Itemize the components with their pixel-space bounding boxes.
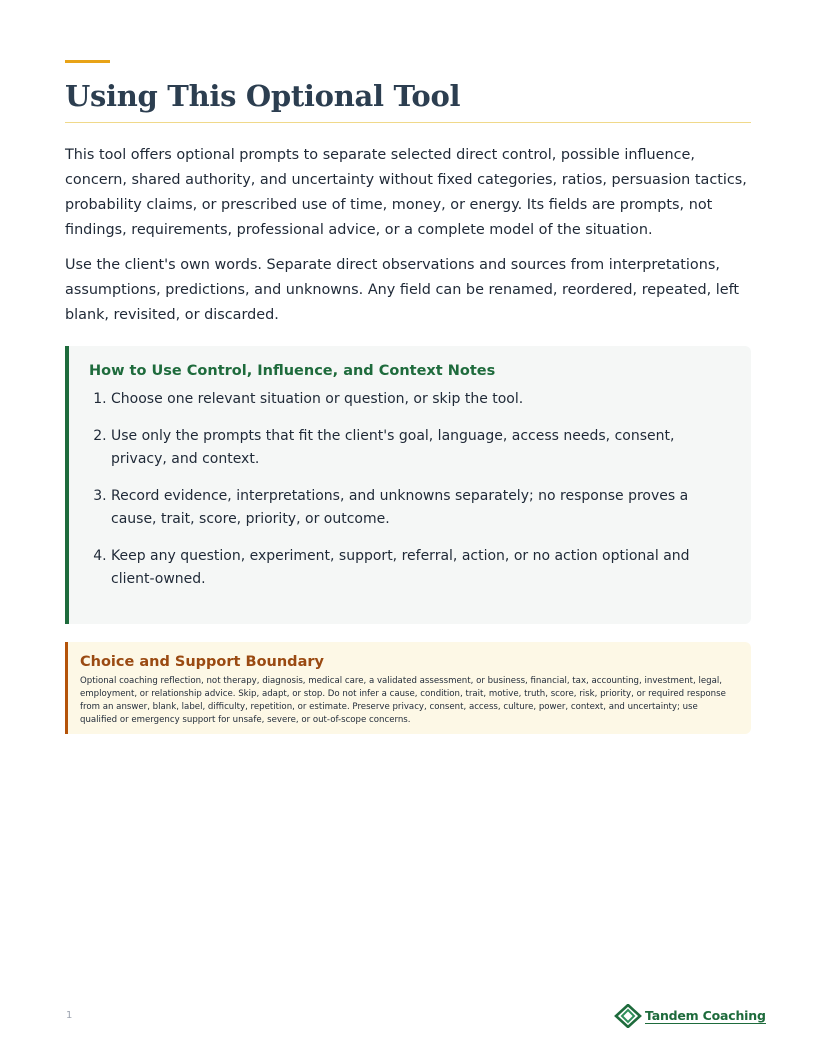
boundary-callout (65, 642, 751, 734)
intro-paragraph: Use the client's own words. Separate direct observations and sources from interpretations, assumptions, predictions, and unknowns. Any field can be renamed, reordered, repeated, left blank, revisited, or discarded. (65, 257, 740, 323)
boundary-text: Optional coaching reflection, not therapy, diagnosis, medical care, a validated assessment, or business, financial, tax, accounting, investment, legal, employment, or relationship advice. Skip, adapt, or stop. Do not infer a cause, condition, trait, motive, truth, score, risk, priority, or required response from an answer, blank, label, difficulty, repetition, or estimate. Preserve privacy, consent, access, culture, power, context, and uncertainty; use qualified or emergency support for unsafe, severe, or out-of-scope concerns. (80, 676, 726, 725)
page-title: Using This Optional Tool (65, 79, 461, 113)
title-divider (65, 122, 751, 123)
how-to-steps-list (89, 388, 729, 591)
title-accent-bar (65, 60, 110, 63)
brand-name: Tandem Coaching (645, 1008, 766, 1023)
how-to-step: 4. Keep any question, experiment, support, referral, action, or no action optional and client-owned. (111, 545, 729, 591)
diamond-logo-icon (614, 1004, 642, 1028)
intro-section (65, 143, 755, 338)
how-to-step: 3. Record evidence, interpretations, and unknowns separately; no response proves a cause, trait, score, priority, or outcome. (111, 485, 729, 531)
how-to-step: 1. Choose one relevant situation or question, or skip the tool. (111, 388, 729, 411)
intro-paragraph: This tool offers optional prompts to separate selected direct control, possible influence, concern, shared authority, and uncertainty without fixed categories, ratios, persuasion tactics, probability claims, or prescribed use of time, money, or energy. Its fields are prompts, not findings, requirements, professional advice, or a complete model of the situation. (65, 147, 747, 238)
how-to-step: 2. Use only the prompts that fit the client's goal, language, access needs, consent, privacy, and context. (111, 425, 729, 471)
how-to-heading: How to Use Control, Influence, and Context Notes (89, 363, 496, 379)
how-to-callout (65, 346, 751, 624)
page-number: 1 (66, 1010, 73, 1021)
boundary-heading: Choice and Support Boundary (80, 654, 324, 670)
brand-footer (614, 1004, 766, 1028)
